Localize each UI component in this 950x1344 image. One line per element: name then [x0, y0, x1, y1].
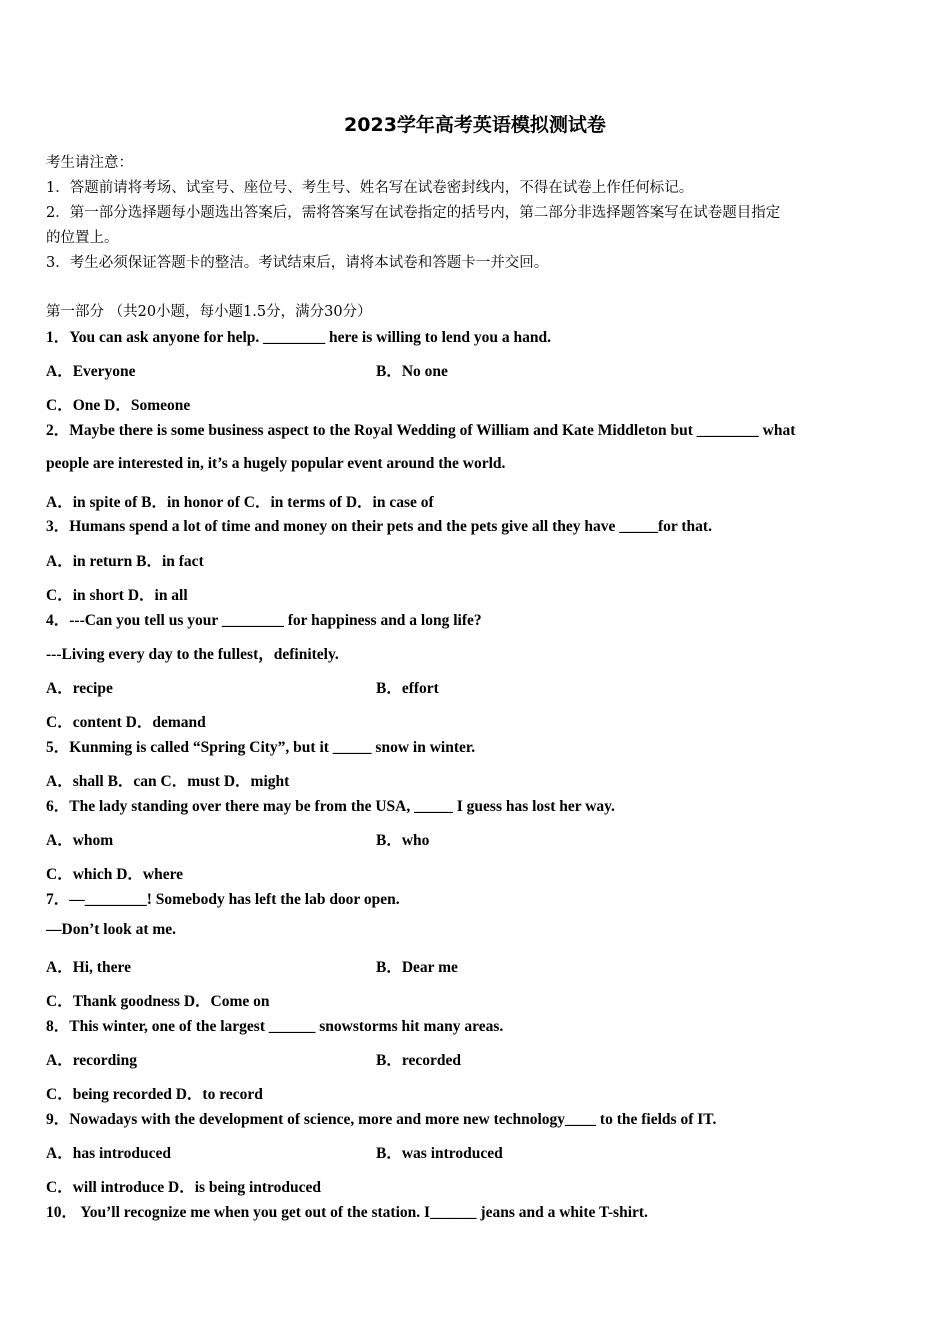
question-stem: 1．You can ask anyone for help. ________ here is willing to lend you a hand.	[46, 329, 551, 346]
option-row: C．content D．demand	[46, 714, 206, 731]
notice-item: 的位置上。	[46, 230, 119, 246]
option-a: A．has introduced	[46, 1145, 172, 1162]
option-row: C．in short D．in all	[46, 587, 188, 604]
question-stem-continued: ---Living every day to the fullest，definitely.	[46, 646, 339, 663]
option-a: A．Everyone	[46, 363, 136, 380]
notice-item: 1．答题前请将考场、试室号、座位号、考生号、姓名写在试卷密封线内，不得在试卷上作任何标记。	[46, 180, 694, 196]
question-stem: 2．Maybe there is some business aspect to the Royal Wedding of William and Kate Middleton but ________ what	[46, 422, 796, 439]
option-b: B．was introduced	[376, 1145, 503, 1162]
question-stem-continued: people are interested in, it’s a hugely popular event around the world.	[46, 455, 506, 472]
option-a: A．recipe	[46, 680, 113, 697]
question-stem: 4．---Can you tell us your ________ for happiness and a long life?	[46, 612, 482, 629]
question-stem: 7．—________! Somebody has left the lab door open.	[46, 891, 400, 908]
option-a: A．whom	[46, 832, 114, 849]
option-row: C．being recorded D．to record	[46, 1086, 263, 1103]
option-row: C．Thank goodness D．Come on	[46, 993, 270, 1010]
notice-item: 2．第一部分选择题每小题选出答案后，需将答案写在试卷指定的括号内，第二部分非选择题答案写在试卷题目指定	[46, 205, 781, 221]
option-b: B．Dear me	[376, 959, 458, 976]
question-stem: 8．This winter, one of the largest ______ snowstorms hit many areas.	[46, 1018, 504, 1035]
option-row: C．One D．Someone	[46, 397, 191, 414]
question-stem: 9．Nowadays with the development of science, more and more new technology____ to the fields of IT.	[46, 1111, 717, 1128]
question-stem-continued: —Don’t look at me.	[46, 921, 177, 938]
question-stem: 10． You’ll recognize me when you get out of the station. I______ jeans and a white T-shirt.	[46, 1204, 648, 1221]
option-b: B．recorded	[376, 1052, 461, 1069]
question-stem: 5．Kunming is called “Spring City”, but it _____ snow in winter.	[46, 739, 476, 756]
question-stem: 6．The lady standing over there may be from the USA, _____ I guess has lost her way.	[46, 798, 615, 815]
option-a: A．recording	[46, 1052, 137, 1069]
option-b: B．who	[376, 832, 430, 849]
option-a: A．Hi, there	[46, 959, 131, 976]
section-heading: 第一部分 （共20小题，每小题1.5分，满分30分）	[46, 304, 372, 320]
page-title: 2023学年高考英语模拟测试卷	[344, 114, 606, 136]
option-row: A．in spite of B．in honor of C．in terms of D．in case of	[46, 494, 434, 511]
notice-item: 3．考生必须保证答题卡的整洁。考试结束后，请将本试卷和答题卡一并交回。	[46, 255, 549, 271]
option-row: A．in return B．in fact	[46, 553, 204, 570]
notice-header: 考生请注意：	[46, 155, 133, 171]
option-b: B．No one	[376, 363, 448, 380]
option-row: C．will introduce D．is being introduced	[46, 1179, 322, 1196]
option-row: A．shall B．can C．must D．might	[46, 773, 290, 790]
option-b: B．effort	[376, 680, 439, 697]
option-row: C．which D．where	[46, 866, 184, 883]
question-stem: 3．Humans spend a lot of time and money on their pets and the pets give all they have _____for that.	[46, 518, 712, 535]
